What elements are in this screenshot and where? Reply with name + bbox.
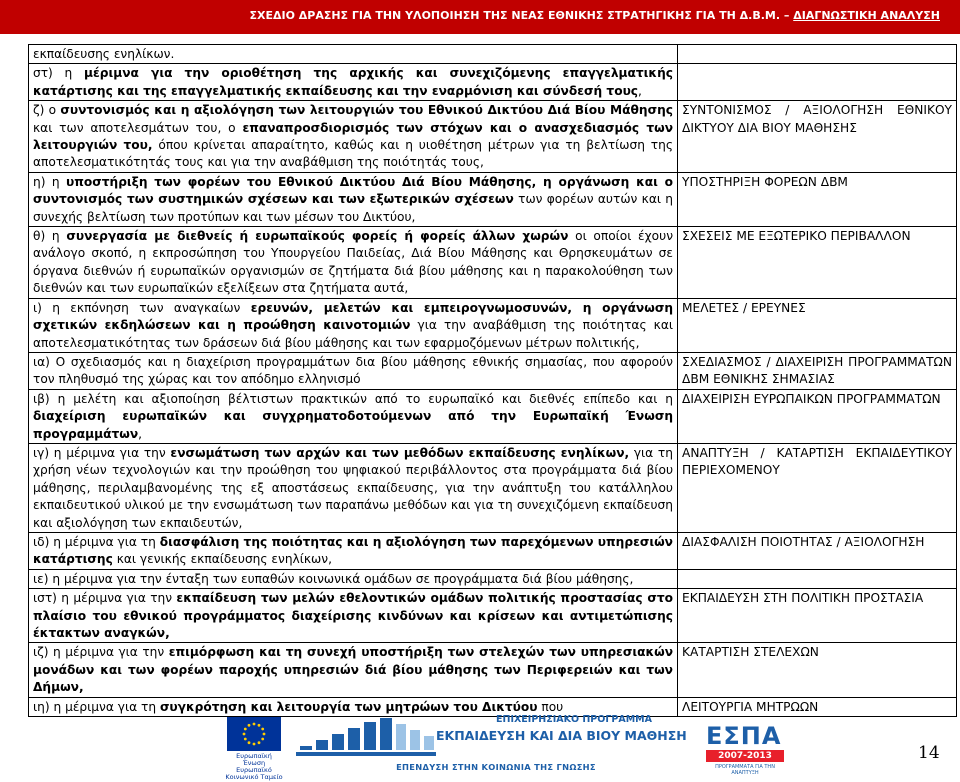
provision-text-cell — [29, 298, 678, 352]
table-row — [29, 298, 957, 352]
provision-text: ια) Ο σχεδιασμός και η διαχείριση προγραμμάτων δια βίου μάθησης εθνικής σημασίας, που αφορούν τον πληθυσμό της χώρας και τον απόδημο ελληνισμό — [33, 354, 673, 387]
content-table-body — [29, 45, 957, 717]
provision-text-cell — [29, 569, 678, 588]
program-logo-graphic-icon — [296, 716, 436, 758]
provision-text-bold: μέριμνα για την οριοθέτηση της αρχικής και συνεχιζόμενης επαγγελματικής κατάρτισης και της επαγγελματικής εκπαίδευσης και την εναρμόνιση και σύνδεσή τους — [33, 66, 673, 98]
category-label-cell — [678, 532, 957, 569]
provision-text-cell — [29, 643, 678, 697]
program-title-line3: ΕΠΕΝΔΥΣΗ ΣΤΗΝ ΚΟΙΝΩΝΙΑ ΤΗΣ ΓΝΩΣΗΣ — [396, 762, 596, 772]
category-label: ΔΙΑΣΦΑΛΙΣΗ ΠΟΙΟΤΗΤΑΣ / ΑΞΙΟΛΟΓΗΣΗ — [682, 534, 925, 549]
provision-text-bold: συντονισμός και η αξιολόγηση των λειτουργιών του Εθνικού Δικτύου Διά Βίου Μάθησης — [60, 103, 673, 118]
provision-text-bold: υποστήριξη των φορέων του Εθνικού Δικτύου Διά Βίου Μάθησης, η οργάνωση και ο συντονισμός των συστημικών σχέσεων και των εξωτερικών σχέσεων — [33, 174, 673, 207]
provision-text: εκπαίδευσης ενηλίκων. — [33, 47, 175, 61]
eu-flag-icon — [227, 717, 281, 751]
provision-text-cell — [29, 45, 678, 64]
espa-years: 2007-2013 — [706, 750, 784, 762]
category-label: ΛΕΙΤΟΥΡΓΙΑ ΜΗΤΡΩΩΝ — [682, 699, 819, 714]
category-label: ΚΑΤΑΡΤΙΣΗ ΣΤΕΛΕΧΩΝ — [682, 645, 819, 660]
provision-text: ιγ) η μέριμνα για την — [33, 445, 171, 460]
provision-text-cell — [29, 443, 678, 532]
category-label-cell — [678, 298, 957, 352]
provision-text-bold: επιμόρφωση και τη συνεχή υποστήριξη των στελεχών των υπηρεσιακών μονάδων και των φορέων παροχής υπηρεσιών διά βίου μάθησης των Περιφερειών και των Δήμων, — [33, 645, 674, 695]
provision-text: , — [638, 83, 642, 98]
content-table — [28, 44, 957, 717]
category-label-cell — [678, 643, 957, 697]
table-row — [29, 589, 957, 643]
header-title-main: ΣΧΕΔΙΟ ΔΡΑΣΗΣ ΓΙΑ ΤΗΝ ΥΛΟΠΟΙΗΣΗ ΤΗΣ ΝΕΑΣ ΕΘΝΙΚΗΣ ΣΤΡΑΤΗΓΙΚΗΣ ΓΙΑ ΤΗ Δ.Β.Μ. – — [249, 9, 794, 22]
category-label-cell — [678, 101, 957, 173]
provision-text: και των αποτελεσμάτων του, ο — [33, 120, 243, 135]
provision-text: και γενικής εκπαίδευσης ενηλίκων, — [112, 552, 332, 567]
table-row — [29, 172, 957, 226]
provision-text: για την αναβάθμιση της ποιότητας και αποτελεσματικότητας των δράσεων διά βίου μάθησης και των εφαρμοζόμενων μέτρων πολιτικής, — [33, 318, 673, 350]
provision-text-bold: εκπαίδευση των μελών εθελοντικών ομάδων πολιτικής προστασίας στο πλαίσιο του εθνικού προγράμματος διαχείρισης κινδύνων και κρίσεων και αντιμετώπισης έκτακτων αναγκών, — [33, 591, 673, 640]
program-logo — [296, 712, 696, 778]
provision-text: ζ) ο — [33, 103, 61, 118]
provision-text-cell — [29, 64, 678, 101]
table-row — [29, 227, 957, 299]
provision-text: ιε) η μέριμνα για την ένταξη των ευπαθών κοινωνικά ομάδων σε προγράμματα διά βίου μάθησης, — [33, 571, 634, 586]
provision-text-cell — [29, 532, 678, 569]
provision-text-cell — [29, 589, 678, 643]
provision-text: θ) η — [33, 229, 67, 244]
category-label: ΣΥΝΤΟΝΙΣΜΟΣ / ΑΞΙΟΛΟΓΗΣΗ ΕΘΝΙΚΟΥ ΔΙΚΤΥΟΥ ΔΙΑ ΒΙΟΥ ΜΑΘΗΣΗΣ — [682, 103, 952, 135]
eu-stars-icon — [227, 717, 281, 751]
category-label-cell — [678, 172, 957, 226]
table-row — [29, 643, 957, 697]
category-label: ΔΙΑΧΕΙΡΙΣΗ ΕΥΡΩΠΑΙΚΩΝ ΠΡΟΓΡΑΜΜΑΤΩΝ — [682, 391, 941, 406]
category-label: ΑΝΑΠΤΥΞΗ / ΚΑΤΑΡΤΙΣΗ ΕΚΠΑΙΔΕΥΤΙΚΟΥ ΠΕΡΙΕΧΟΜΕΝΟΥ — [682, 445, 952, 478]
table-row — [29, 45, 957, 64]
provision-text-cell — [29, 389, 678, 443]
category-label: ΣΧΕΣΕΙΣ ΜΕ ΕΞΩΤΕΡΙΚΟ ΠΕΡΙΒΑΛΛΟΝ — [682, 229, 911, 244]
category-label-cell — [678, 227, 957, 299]
provision-text: οι οποίοι έχουν ανάλογο σκοπό, η εκπροσώπηση του Υπουργείου Παιδείας, Διά Βίου Μάθησης και Θρησκευμάτων σε όργανα διεθνών ή ευρωπαϊκών οργανισμών σε ζητήματα διά βίου μάθησης και η παρακολούθηση των διεθνών και των ευρωπαϊκών εξελίξεων στα ζητήματα αυτά, — [33, 229, 673, 296]
provision-text-bold: διασφάλιση της ποιότητας και η αξιολόγηση των παρεχόμενων υπηρεσιών κατάρτισης — [33, 534, 673, 567]
espa-logo — [706, 716, 784, 774]
table-row — [29, 532, 957, 569]
provision-text-bold: συνεργασία με διεθνείς ή ευρωπαϊκούς φορείς ή φορείς άλλων χωρών — [66, 229, 569, 244]
table-row — [29, 569, 957, 588]
document-header-title — [0, 9, 940, 22]
page-number: 14 — [918, 743, 940, 763]
provision-text-bold: συγκρότηση και λειτουργία των μητρώων του Δικτύου — [159, 699, 538, 714]
table-row — [29, 101, 957, 173]
category-label-cell — [678, 45, 957, 64]
provision-text: των φορέων αυτών και η συνεχής βελτίωση των προτύπων και των μέσων του Δικτύου, — [33, 192, 673, 224]
header-title-section: ΔΙΑΓΝΩΣΤΙΚΗ ΑΝΑΛΥΣΗ — [793, 9, 940, 22]
provision-text-bold: ενσωμάτωση των αρχών και των μεθόδων εκπαίδευσης ενηλίκων, — [170, 445, 630, 460]
table-row — [29, 64, 957, 101]
provision-text: που — [537, 699, 564, 714]
program-title-line2: ΕΚΠΑΙΔΕΥΣΗ ΚΑΙ ΔΙΑ ΒΙΟΥ ΜΑΘΗΣΗ — [436, 728, 687, 743]
provision-text: , — [138, 426, 142, 441]
provision-text-bold: ερευνών, μελετών και εμπειρογνωμοσυνών, η οργάνωση σχετικών εκδηλώσεων και η προώθηση καινοτομιών — [33, 300, 673, 333]
table-row — [29, 389, 957, 443]
category-label-cell — [678, 389, 957, 443]
provision-text-bold: διαχείριση ευρωπαϊκών και συγχρηματοδοτούμενων από την Ευρωπαϊκή Ένωση προγραμμάτων — [33, 409, 673, 441]
eu-logo-caption: Ευρωπαϊκή Ένωση Ευρωπαϊκό Κοινωνικό Ταμείο — [225, 752, 283, 781]
provision-text: ιη) η μέριμνα για τη — [33, 699, 160, 714]
category-label-cell — [678, 64, 957, 101]
provision-text: στ) η — [33, 66, 85, 81]
provision-text: όπου κρίνεται απαραίτητο, καθώς και η υιοθέτηση μέτρων για τη βελτίωση της αποτελεσματικότητάς τους και για την αναβάθμιση της ποιότητάς τους, — [33, 138, 673, 170]
provision-text: η) η — [33, 174, 66, 189]
category-label-cell — [678, 443, 957, 532]
category-label-cell — [678, 589, 957, 643]
table-row — [29, 352, 957, 389]
category-label: ΥΠΟΣΤΗΡΙΞΗ ΦΟΡΕΩΝ ΔΒΜ — [682, 174, 848, 189]
category-label: ΣΧΕΔΙΑΣΜΟΣ / ΔΙΑΧΕΙΡΙΣΗ ΠΡΟΓΡΑΜΜΑΤΩΝ ΔΒΜ ΕΘΝΙΚΗΣ ΣΗΜΑΣΙΑΣ — [682, 354, 952, 387]
program-title-line1: ΕΠΙΧΕΙΡΗΣΙΑΚΟ ΠΡΟΓΡΑΜΜΑ — [496, 714, 652, 725]
category-label-cell — [678, 352, 957, 389]
espa-subtitle: ΠΡΟΓΡΑΜΜΑΤΑ ΓΙΑ ΤΗΝ ΑΝΑΠΤΥΞΗ — [715, 764, 775, 776]
provision-text-cell — [29, 101, 678, 173]
provision-text-cell — [29, 172, 678, 226]
category-label: ΕΚΠΑΙΔΕΥΣΗ ΣΤΗ ΠΟΛΙΤΙΚΗ ΠΡΟΣΤΑΣΙΑ — [682, 591, 924, 606]
table-row — [29, 443, 957, 532]
provision-text-cell — [29, 227, 678, 299]
provision-text: ιζ) η μέριμνα για την — [33, 645, 169, 660]
provision-text-cell — [29, 352, 678, 389]
category-label: ΜΕΛΕΤΕΣ / ΕΡΕΥΝΕΣ — [682, 300, 806, 315]
eu-logo — [225, 717, 283, 781]
provision-text: ιβ) η μελέτη και αξιοποίηση βέλτιστων πρακτικών από το ευρωπαϊκό και διεθνές επίπεδο και η — [33, 391, 673, 406]
category-label-cell — [678, 569, 957, 588]
provision-text: ι) η εκπόνηση των αναγκαίων — [33, 300, 251, 315]
espa-wordmark: ΕΣΠΑ — [706, 722, 782, 750]
provision-text-bold: επαναπροσδιορισμός των στόχων και ο ανασχεδιασμός των λειτουργιών του, — [33, 120, 673, 153]
provision-text: για τη χρήση νέων τεχνολογιών και την προώθηση του ψηφιακού περιβάλλοντος στα προγράμματα διά βίου μάθησης, περιλαμβανομένης της εξ αποστάσεως εκπαίδευσης, για την ανάπτυξη του κατάλληλου εκπαιδευτικού υλικού με την ενσωμάτωση των παραπάνω μεθόδων και για τη συνεχιζόμενη εκπαίδευση και αξιολόγηση των εκπαιδευτών, — [33, 445, 673, 530]
provision-text: ιστ) η μέριμνα για την — [33, 591, 177, 606]
provision-text: ιδ) η μέριμνα για τη — [33, 534, 160, 549]
